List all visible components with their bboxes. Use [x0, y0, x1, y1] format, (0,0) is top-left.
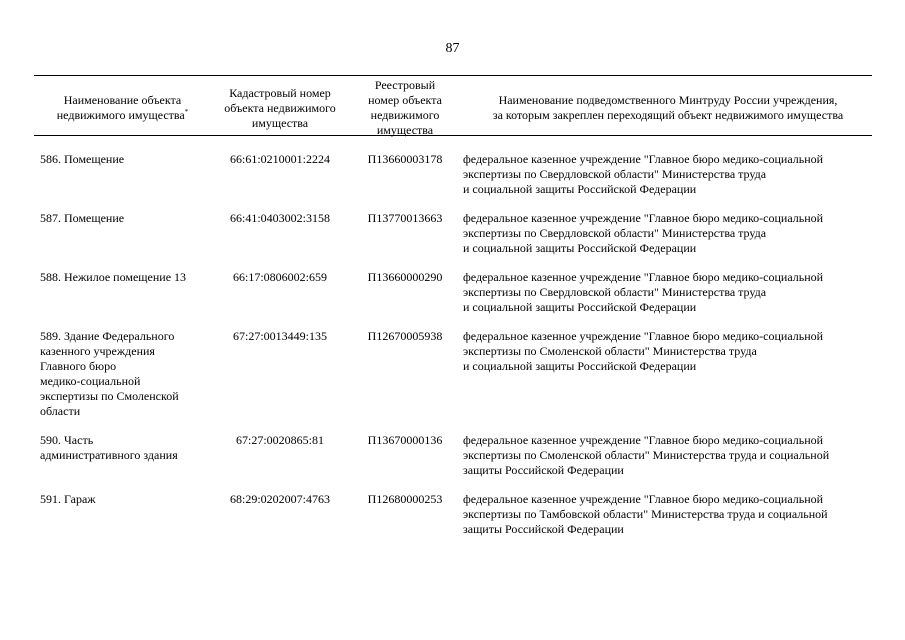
- header-registry-line: Реестровый: [374, 78, 436, 92]
- object-name-cell: [40, 211, 205, 226]
- object-name-line: 590. Часть: [40, 433, 94, 447]
- cadastral-number-cell: 66:17:0806002:659: [232, 270, 327, 284]
- cadastral-number-cell: 66:41:0403002:3158: [229, 211, 330, 225]
- header-cadastral: [205, 86, 355, 131]
- table-top-rule: [34, 75, 872, 76]
- header-institution: [463, 93, 873, 123]
- institution-line: и социальной защиты Российской Федерации: [463, 300, 697, 314]
- institution-line: экспертизы по Смоленской области" Министерства труда и социальной: [463, 448, 830, 462]
- institution-line: федеральное казенное учреждение "Главное бюро медико-социальной: [463, 152, 824, 166]
- institution-line: экспертизы по Свердловской области" Министерства труда: [463, 167, 767, 181]
- object-name-line: административного здания: [40, 448, 178, 462]
- header-registry-line: имущества: [376, 123, 434, 137]
- institution-line: защиты Российской Федерации: [463, 463, 624, 477]
- cadastral-number-cell: 67:27:0013449:135: [232, 329, 327, 343]
- object-name-line: экспертизы по Смоленской: [40, 389, 179, 403]
- institution-line: экспертизы по Свердловской области" Министерства труда: [463, 285, 767, 299]
- footnote-mark: *: [184, 108, 189, 116]
- header-cadastral-line: имущества: [251, 116, 309, 130]
- object-name-line: 589. Здание Федерального: [40, 329, 175, 343]
- institution-cell: [463, 492, 873, 537]
- institution-line: федеральное казенное учреждение "Главное бюро медико-социальной: [463, 492, 824, 506]
- institution-line: федеральное казенное учреждение "Главное бюро медико-социальной: [463, 329, 824, 343]
- table-header-rule: [34, 135, 872, 136]
- registry-number-cell: П13660003178: [367, 152, 443, 166]
- header-object-name-line1: Наименование объекта: [63, 93, 182, 107]
- institution-line: экспертизы по Свердловской области" Министерства труда: [463, 226, 767, 240]
- institution-cell: [463, 152, 873, 197]
- object-name-cell: [40, 152, 205, 167]
- header-registry-line: недвижимого: [370, 108, 440, 122]
- header-object-name: [40, 93, 205, 123]
- header-registry: [355, 78, 455, 138]
- institution-cell: [463, 329, 873, 374]
- header-institution-line: Наименование подведомственного Минтруду России учреждения,: [498, 93, 838, 107]
- cadastral-number-cell: 66:61:0210001:2224: [229, 152, 330, 166]
- institution-line: и социальной защиты Российской Федерации: [463, 359, 697, 373]
- cadastral-number-cell: 67:27:0020865:81: [235, 433, 324, 447]
- object-name-line: казенного учреждения: [40, 344, 155, 358]
- institution-cell: [463, 211, 873, 256]
- header-registry-line: номер объекта: [368, 93, 442, 107]
- object-name-line: 587. Помещение: [40, 211, 125, 225]
- header-cadastral-line: объекта недвижимого: [224, 101, 336, 115]
- institution-line: федеральное казенное учреждение "Главное бюро медико-социальной: [463, 270, 824, 284]
- registry-number-cell: П12670005938: [367, 329, 443, 343]
- object-name-line: Главного бюро: [40, 359, 117, 373]
- institution-line: федеральное казенное учреждение "Главное бюро медико-социальной: [463, 433, 824, 447]
- institution-line: и социальной защиты Российской Федерации: [463, 241, 697, 255]
- registry-number-cell: П13660000290: [367, 270, 443, 284]
- object-name-cell: [40, 329, 205, 419]
- institution-line: защиты Российской Федерации: [463, 522, 624, 536]
- object-name-line: 591. Гараж: [40, 492, 96, 506]
- object-name-line: медико-социальной: [40, 374, 141, 388]
- header-institution-line: за которым закреплен переходящий объект недвижимого имущества: [492, 108, 844, 122]
- institution-line: экспертизы по Смоленской области" Министерства труда: [463, 344, 757, 358]
- institution-cell: [463, 270, 873, 315]
- cadastral-number-cell: 68:29:0202007:4763: [229, 492, 330, 506]
- object-name-line: 588. Нежилое помещение 13: [40, 270, 187, 284]
- institution-line: и социальной защиты Российской Федерации: [463, 182, 697, 196]
- page-number: 87: [445, 41, 460, 56]
- header-cadastral-line: Кадастровый номер: [229, 86, 331, 100]
- registry-number-cell: П13770013663: [367, 211, 443, 225]
- object-name-line: 586. Помещение: [40, 152, 125, 166]
- institution-line: федеральное казенное учреждение "Главное бюро медико-социальной: [463, 211, 824, 225]
- object-name-cell: [40, 433, 205, 463]
- institution-cell: [463, 433, 873, 478]
- header-object-name-line2: недвижимого имущества*: [56, 108, 189, 122]
- registry-number-cell: П12680000253: [367, 492, 443, 506]
- registry-number-cell: П13670000136: [367, 433, 443, 447]
- object-name-cell: [40, 492, 205, 507]
- object-name-cell: [40, 270, 205, 285]
- object-name-line: области: [40, 404, 81, 418]
- institution-line: экспертизы по Тамбовской области" Министерства труда и социальной: [463, 507, 828, 521]
